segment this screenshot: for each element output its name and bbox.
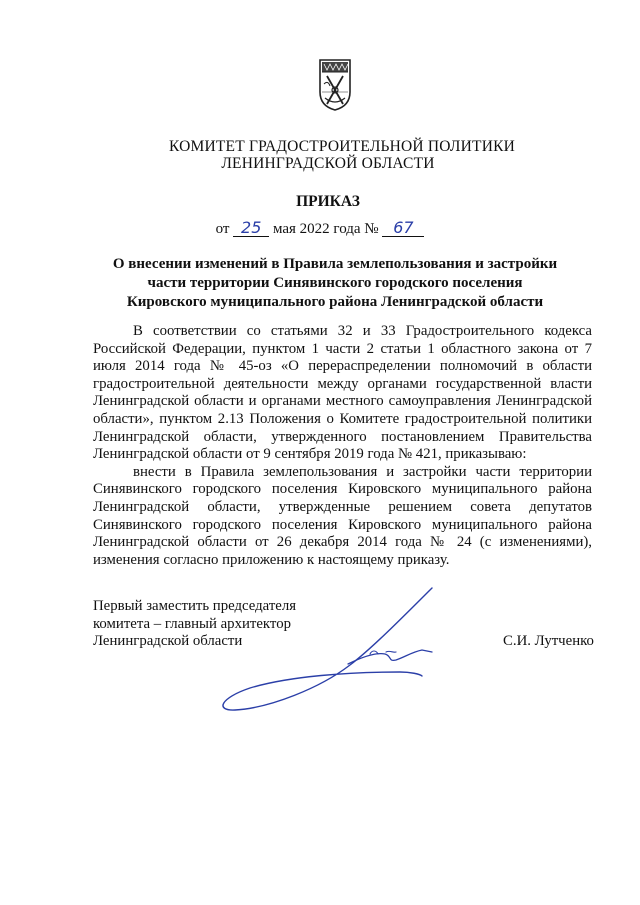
coat-of-arms-icon [318, 58, 352, 112]
order-body [93, 323, 592, 569]
subject-line2: части территории Синявинского городского поселения [147, 275, 523, 291]
subject-line1: О внесении изменений в Правила землепользования и застройки [112, 256, 558, 272]
date-month-year: мая 2022 года № [272, 221, 379, 237]
handwritten-day: 25 [233, 220, 269, 237]
body-paragraph-legal-basis: В соответствии со статьями 32 и 33 Градостроительного кодекса Российской Федерации, пунктом 1 части 2 статьи 1 областного закона от 7 июля 2014 года № 45-оз «О перераспределении полномочий в области градостроительной деятельности между органами государственной власти Ленинградской области и органами местного самоуправления Ленинградской области», пунктом 2.13 Положения о Комитете градостроительной политики Ленинградской области, утвержденного постановлением Правительства Ленинградской области от 9 сентября 2019 года № 421, приказываю: [93, 323, 592, 463]
date-prefix: от [215, 221, 230, 237]
document-type-title: ПРИКАЗ [296, 193, 360, 210]
date-number-line [0, 219, 640, 239]
position-line3: Ленинградской области [93, 633, 243, 650]
position-line2: комитета – главный архитектор [93, 615, 291, 632]
signatory-position [93, 598, 393, 651]
order-subject [80, 255, 590, 312]
handwritten-order-number: 67 [382, 220, 424, 237]
body-paragraph-order: внести в Правила землепользования и застройки части территории Синявинского городского поселения Кировского муниципального района Ленинградской области, утвержденные решением совета депутатов Синявинского городского поселения Кировского муниципального района Ленинградской области от 26 декабря 2014 года № 24 (с изменениями), изменения согласно приложению к настоящему приказу. [93, 463, 592, 568]
organization-name-line1: КОМИТЕТ ГРАДОСТРОИТЕЛЬНОЙ ПОЛИТИКИ [168, 138, 516, 155]
position-line1: Первый заместить председателя [93, 598, 297, 614]
subject-line3: Кировского муниципального района Ленинградской области [126, 294, 544, 310]
organization-name-line2: ЛЕНИНГРАДСКОЙ ОБЛАСТИ [221, 155, 435, 172]
signatory-name: С.И. Лутченко [503, 633, 594, 649]
